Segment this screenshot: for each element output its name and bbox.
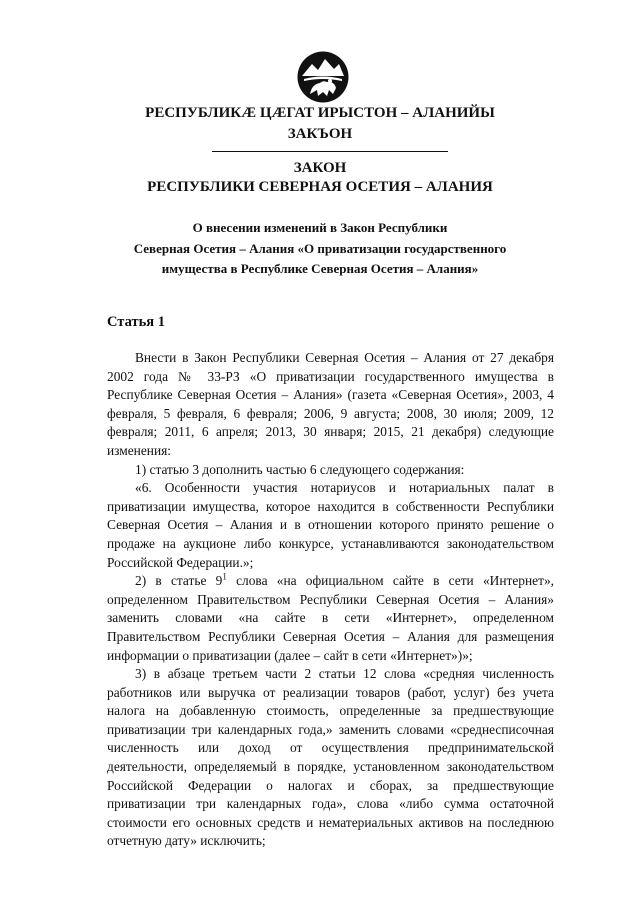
republic-name-ossetian: РЕСПУБЛИКÆ ЦÆГАТ ИРЫСТОН – АЛАНИЙЫ — [145, 105, 495, 121]
article-body — [107, 349, 554, 851]
item-2-superscript: 1 — [222, 571, 227, 582]
law-label-russian: ЗАКОН — [293, 160, 347, 176]
item-1-quote-paragraph: «6. Особенности участия нотариусов и нотариальных палат в приватизации имущества, которое находится в собственности Республики Северная Осетия – Алания и в отношении которого принято решение о продаже на аукционе либо конкурсе, устанавливаются законодательством Российской Федерации.»; — [107, 480, 554, 570]
coat-of-arms-icon — [296, 50, 350, 104]
document-title-line-1: О внесении изменений в Закон Республики — [192, 220, 448, 235]
law-label-ossetian: ЗАКЪОН — [287, 126, 353, 142]
document-title-line-3: имущества в Республике Северная Осетия – Алания» — [161, 261, 479, 276]
article-heading: Статья 1 — [107, 314, 165, 330]
item-2-text-end: слова «на официальном сайте в сети «Интернет», определенном Правительством Республики Северная Осетия – Алания» заменить словами «на сайте в сети «Интернет», определенном Правительством Республики Северная Осетия – Алания для размещения информации о приватизации (далее – сайт в сети «Интернет»)»; — [107, 573, 554, 663]
document-title-line-2: Северная Осетия – Алания «О приватизации государственного — [133, 241, 507, 256]
item-3-paragraph: 3) в абзаце третьем части 2 статьи 12 слова «средняя численность работников или выручка от реализации товаров (работ, услуг) без учета налога на добавленную стоимость, определенные за предшествующие приватизации три календарных года,» заменить словами «среднесписочная численность или доход от осуществления предпринимательской деятельности, определяемый в порядке, установленном законодательством Российской Федерации о налогах и сборах, за предшествующие приватизации три календарных года», слова «либо сумма остаточной стоимости его основных средств и нематериальных активов на последнюю отчетную дату» исключить; — [107, 666, 554, 849]
divider-line — [212, 151, 448, 152]
item-2-paragraph — [107, 572, 554, 665]
item-1-paragraph: 1) статью 3 дополнить частью 6 следующего содержания: — [135, 461, 465, 477]
republic-name-russian: РЕСПУБЛИКИ СЕВЕРНАЯ ОСЕТИЯ – АЛАНИЯ — [147, 179, 493, 195]
intro-paragraph: Внести в Закон Республики Северная Осетия – Алания от 27 декабря 2002 года № 33-РЗ «О приватизации государственного имущества в Республике Северная Осетия – Алания» (газета «Северная Осетия», 2003, 4 февраля, 5 февраля, 6 февраля; 2006, 9 августа; 2008, 30 июля; 2009, 12 февраля; 2011, 6 апреля; 2013, 30 января; 2015, 21 декабря) следующие изменения: — [107, 350, 554, 458]
item-2-text-start: 2) в статье 9 — [135, 573, 223, 589]
